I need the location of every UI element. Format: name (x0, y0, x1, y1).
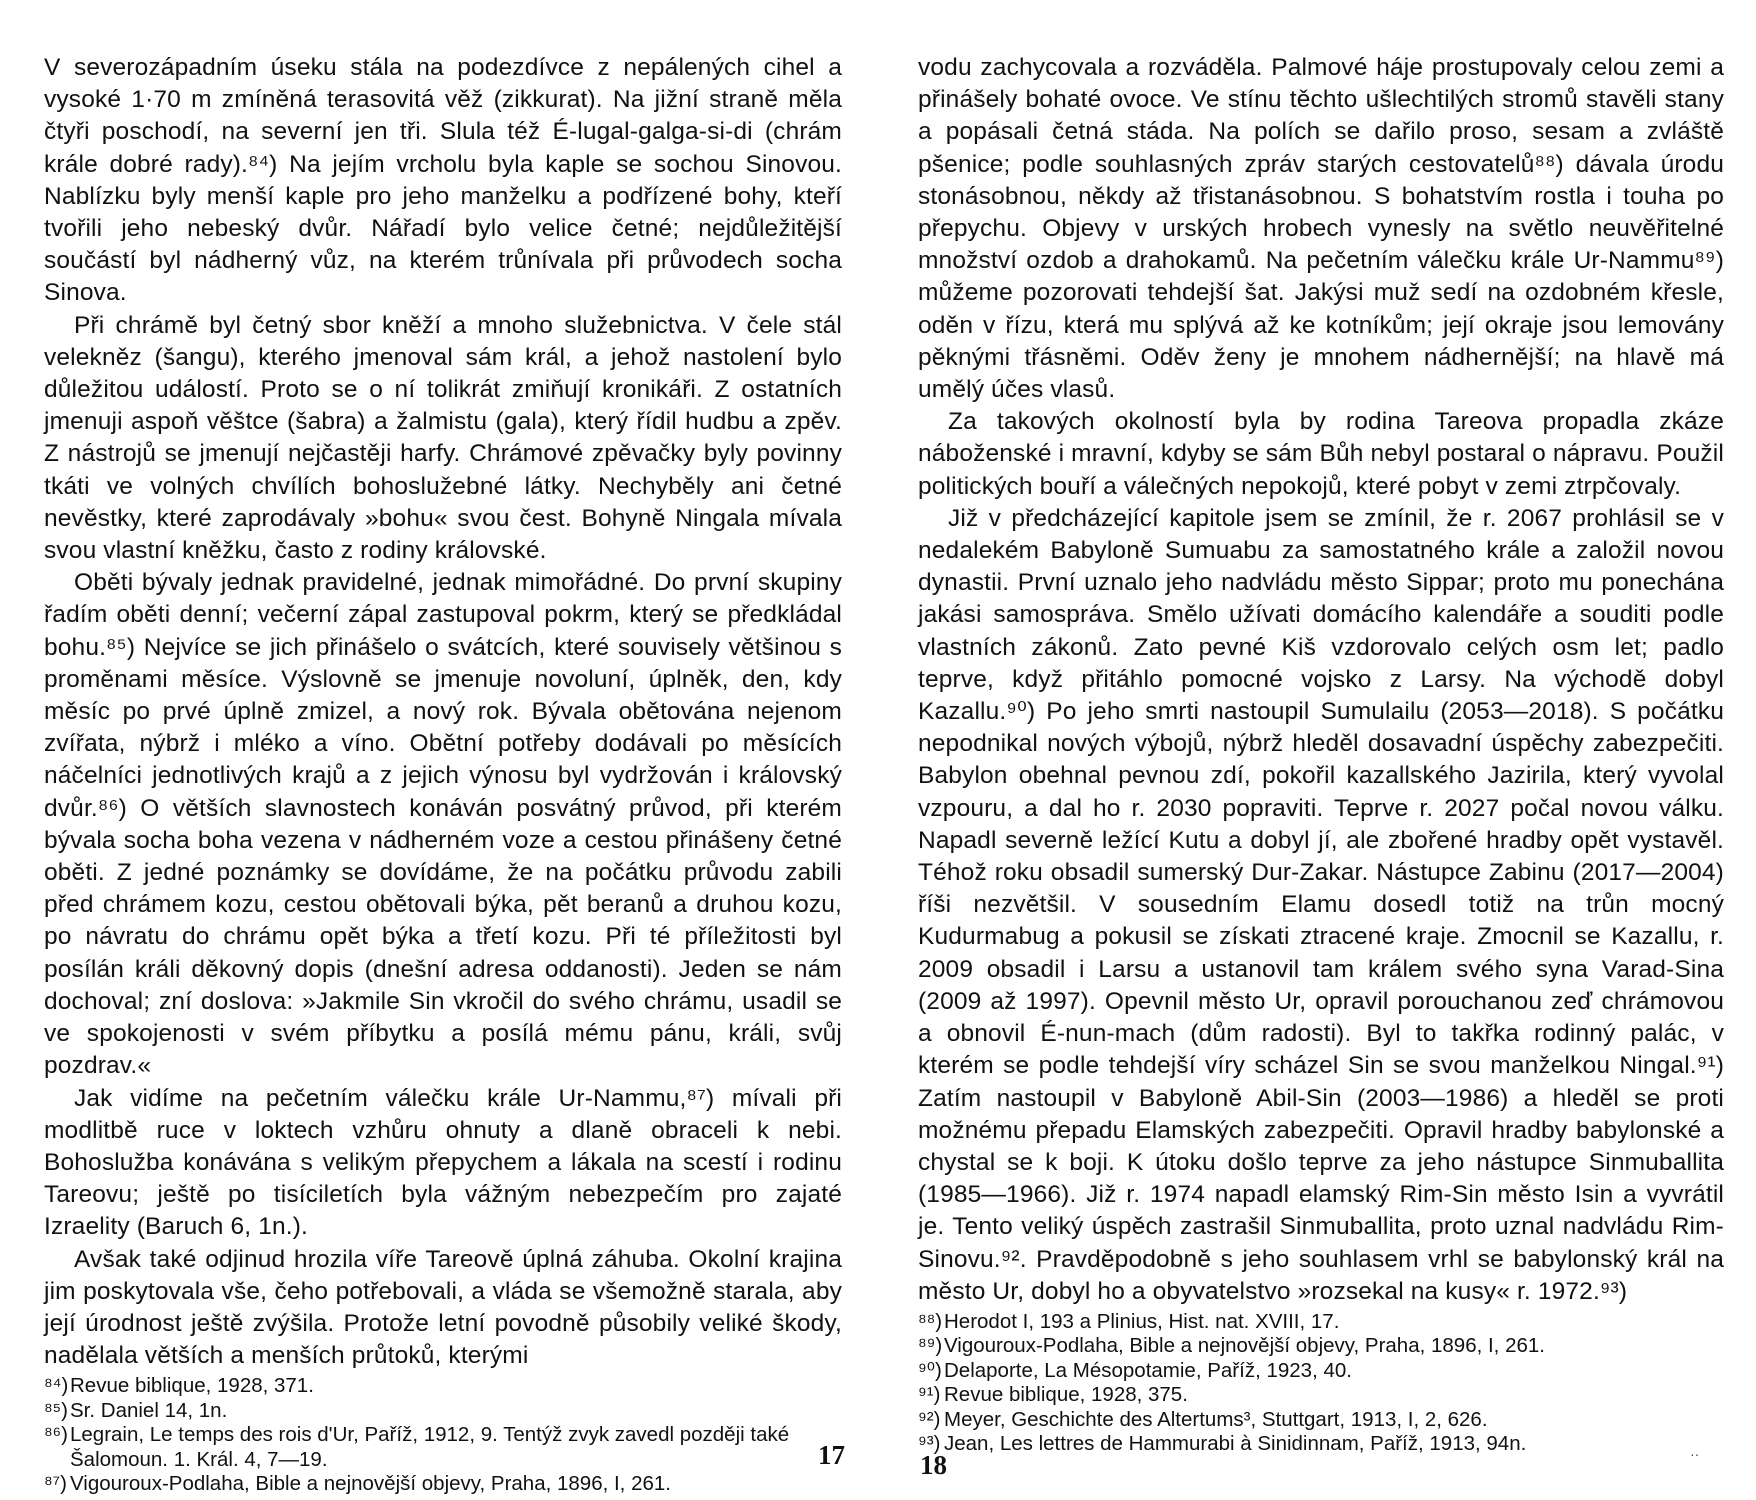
footnote-text: Jean, Les lettres de Hammurabi à Sinidinnam, Paříž, 1913, 94n. (944, 1432, 1527, 1456)
footnote-mark: ⁸⁴) (44, 1374, 69, 1398)
right-page (918, 52, 1724, 1457)
page-number-left: 17 (818, 1440, 845, 1470)
paragraph: Již v předcházející kapitole jsem se zmínil, že r. 2067 prohlásil se v nedalekém Babyloně Sumuabu za samostatného krále a založil novou dynastii. První uznalo jeho nadvládu město Sippar; proto mu ponechána jakási samospráva. Smělo užívati domácího kalendáře a souditi podle vlastních zákonů. Zato pevné Kiš vzdorovalo celých osm let; padlo teprve, když přitáhlo pomocné vojsko z Larsy. Na východě dobyl Kazallu.⁹⁰) Po jeho smrti nastoupil Sumulailu (2053—2018). S počátku nepodnikal nových výbojů, nýbrž hleděl dosavadní úspěchy zabezpečiti. Babylon obehnal pevnou zdí, pokořil kazallského Jazirila, který vyvolal vzpouru, a dal ho r. 2030 popraviti. Teprve r. 2027 počal novou válku. Napadl severně ležící Kutu a dobyl jí, ale zbořené hradby opět vystavěl. Téhož roku obsadil sumerský Dur-Zakar. Nástupce Zabinu (2017—2004) říši nezvětšil. V sousedním Elamu dosedl totiž na trůn mocný Kudurmabug a pokusil se získati ztracené kraje. Zmocnil se Kazallu, r. 2009 obsadil i Larsu a ustanovil tam králem svého syna Varad-Sina (2009 až 1997). Opevnil město Ur, opravil porouchanou zeď chrámovou a obnovil É-nun-mach (dům radosti). Byl to takřka rodinný palác, v kterém se podle tehdejší víry scházel Sin se svou manželkou Ningal.⁹¹) Zatím nastoupil v Babyloně Abil-Sin (2003—1986) a hleděl se proti možnému přepadu Elamských zabezpečiti. Opravil hradby babylonské a chystal se k boji. K útoku došlo teprve za jeho nástupce Sinmuballita (1985—1966). Již r. 1974 napadl elamský Rim-Sin město Isin a vyvrátil je. Tento veliký úspěch zastrašil Sinmuballita, proto uznal nadvládu Rim-Sinovu.⁹². Pravděpodobně s jeho souhlasem vrhl se babylonský král na město Ur, dobyl ho a obyvatelstvo »rozsekal na kusy« r. 1972.⁹³) (918, 504, 1724, 1305)
footnote (44, 1399, 842, 1424)
page-number-right: 18 (920, 1450, 947, 1480)
footnote-text: Vigouroux-Podlaha, Bible a nejnovější objevy, Praha, 1896, I, 261. (70, 1472, 671, 1496)
footnote (44, 1423, 842, 1472)
footnote-text: Sr. Daniel 14, 1n. (70, 1398, 228, 1422)
footnote-text: Vigouroux-Podlaha, Bible a nejnovější objevy, Praha, 1896, I, 261. (944, 1334, 1545, 1358)
paragraph: Oběti bývaly jednak pravidelné, jednak mimořádné. Do první skupiny řadím oběti denní; večerní zápal zastupoval pokrm, který se předkládal bohu.⁸⁵) Nejvíce se jich přinášelo o svátcích, které souvisely většinou s proměnami měsíce. Výslovně se jmenuje novoluní, úplněk, den, kdy měsíc po prvé úplně zmizel, a nový rok. Bývala obětována nejenom zvířata, nýbrž i mléko a víno. Obětní potřeby dodávali po měsících náčelníci jednotlivých krajů a z jejich výnosu byl vydržován i královský dvůr.⁸⁶) O větších slavnostech konáván posvátný průvod, při kterém bývala socha boha vezena v nádherném voze a cestou přinášeny četné oběti. Z jedné poznámky se dovídáme, že na počátku průvodu zabili před chrámem kozu, cestou obětovali býka, pět beranů a druhou kozu, po návratu do chrámu opět býka a třetí kozu. Při té příležitosti byl posílán králi děkovný dopis (dnešní adresa oddanosti). Jeden se nám dochoval; zní doslova: »Jakmile Sin vkročil do svého chrámu, usadil se ve spokojenosti v svém příbytku a posílá mému pánu, králi, svůj pozdrav.« (44, 569, 842, 1080)
paragraph: V severozápadním úseku stála na podezdívce z nepálených cihel a vysoké 1·70 m zmíněná terasovitá věž (zikkurat). Na jižní straně měla čtyři poschodí, na severní jen tři. Slula též É-lugal-galga-si-di (chrám krále dobré rady).⁸⁴) Na jejím vrcholu byla kaple se sochou Sinovou. Nablízku byly menší kaple pro jeho manželku a podřízené bohy, kteří tvořili jeho nebeský dvůr. Nářadí bylo velice četné; nejdůležitější součástí byl nádherný vůz, na kterém trůnívala při průvodech socha Sinova. (44, 54, 842, 307)
footnote (44, 1374, 842, 1399)
footnote-mark: ⁸⁷) (44, 1472, 67, 1496)
right-page-body (918, 52, 1724, 1308)
footnote (918, 1408, 1724, 1433)
footnote-text: Revue biblique, 1928, 375. (944, 1383, 1188, 1407)
paragraph: Avšak také odjinud hrozila víře Tareově úplná záhuba. Okolní krajina jim poskytovala vše, čeho potřebovali, a vláda se všemožně starala, aby její úrodnost ještě zvýšila. Protože letní povodně působily veliké škody, nadělala větších a menších průtoků, kterými (44, 1245, 842, 1370)
footnote-text: Legrain, Le temps des rois d'Ur, Paříž, 1912, 9. Tentýž zvyk zavedl později také Šalomoun. 1. Král. 4, 7—19. (70, 1423, 790, 1471)
footnote (918, 1432, 1724, 1457)
footnote (918, 1383, 1724, 1408)
right-footnotes (918, 1310, 1724, 1457)
left-page (44, 52, 842, 1497)
footnote (918, 1334, 1724, 1359)
footnote-mark: ⁸⁸) (918, 1309, 943, 1333)
paragraph: Při chrámě byl četný sbor kněží a mnoho služebnictva. V čele stál velekněz (šangu), kterého jmenoval sám král, a jehož nastolení bylo důležitou událostí. Proto se o ní tolikrát zmiňují kronikáři. Z ostatních jmenuji aspoň věštce (šabra) a žalmistu (gala), který řídil hudbu a zpěv. Z nástrojů se jmenují nejčastěji harfy. Chrámové zpěvačky byly povinny tkáti ve volných chvílích bohoslužebné látky. Nechyběly ani četné nevěstky, které zaprodávaly »bohu« svou čest. Bohyně Ningala mívala svou vlastní kněžku, často z rodiny královské. (44, 311, 842, 565)
footnote-mark: ⁹³) (918, 1432, 941, 1456)
footnote (918, 1310, 1724, 1335)
footnote-mark: ⁸⁹) (918, 1334, 943, 1358)
footnote-mark: ⁹²) (918, 1407, 941, 1431)
footnote (918, 1359, 1724, 1384)
footnote-text: Delaporte, La Mésopotamie, Paříž, 1923, 40. (944, 1358, 1352, 1382)
paragraph: Za takových okolností byla by rodina Tareova propadla zkáze náboženské i mravní, kdyby se sám Bůh nebyl postaral o nápravu. Použil politických bouří a válečných nepokojů, které pobyt v zemi ztrpčovaly. (918, 408, 1724, 500)
footnote-mark: ⁹¹) (918, 1383, 941, 1407)
footnote-text: Herodot I, 193 a Plinius, Hist. nat. XVIII, 17. (944, 1309, 1340, 1333)
footnote-mark: ⁸⁶) (44, 1423, 68, 1447)
left-page-body (44, 52, 842, 1372)
scan-speck: ·· (1690, 1446, 1700, 1462)
paragraph: vodu zachycovala a rozváděla. Palmové háje prostupovaly celou zemi a přinášely bohaté ovoce. Ve stínu těchto ušlechtilých stromů stavěli stany a popásali četná stáda. Na polích se dařilo proso, sesam a zvláště pšenice; podle souhlasných zpráv starých cestovatelů⁸⁸) dávala úrodu stonásobnou, někdy až třistanásobnou. S bohatstvím rostla i touha po přepychu. Objevy v urských hrobech vynesly na světlo neuvěřitelné množství ozdob a drahokamů. Na pečetním válečku krále Ur-Nammu⁸⁹) můžeme pozorovati tehdejší šat. Jakýsi muž sedí na ozdobném křesle, oděn v řízu, která mu splývá až ke kotníkům; její okraje jsou lemovány pěknými třásněmi. Oděv ženy je mnohem nádhernější; na hlavě má umělý účes vlasů. (918, 54, 1724, 404)
footnote-text: Revue biblique, 1928, 371. (70, 1374, 314, 1398)
footnote (44, 1472, 842, 1497)
paragraph: Jak vidíme na pečetním válečku krále Ur-Nammu,⁸⁷) mívali při modlitbě ruce v loktech vzhůru ohnuty a dlaně obraceli k nebi. Bohoslužba konávána s velikým přepychem a lákala na scestí i rodinu Tareovu; ještě po tisíciletích byla vážným nebezpečím pro zajaté Izraelity (Baruch 6, 1n.). (44, 1084, 842, 1241)
footnote-mark: ⁸⁵) (44, 1398, 68, 1422)
left-footnotes (44, 1374, 842, 1497)
footnote-text: Meyer, Geschichte des Altertums³, Stuttgart, 1913, I, 2, 626. (944, 1407, 1488, 1431)
footnote-mark: ⁹⁰) (918, 1358, 942, 1382)
